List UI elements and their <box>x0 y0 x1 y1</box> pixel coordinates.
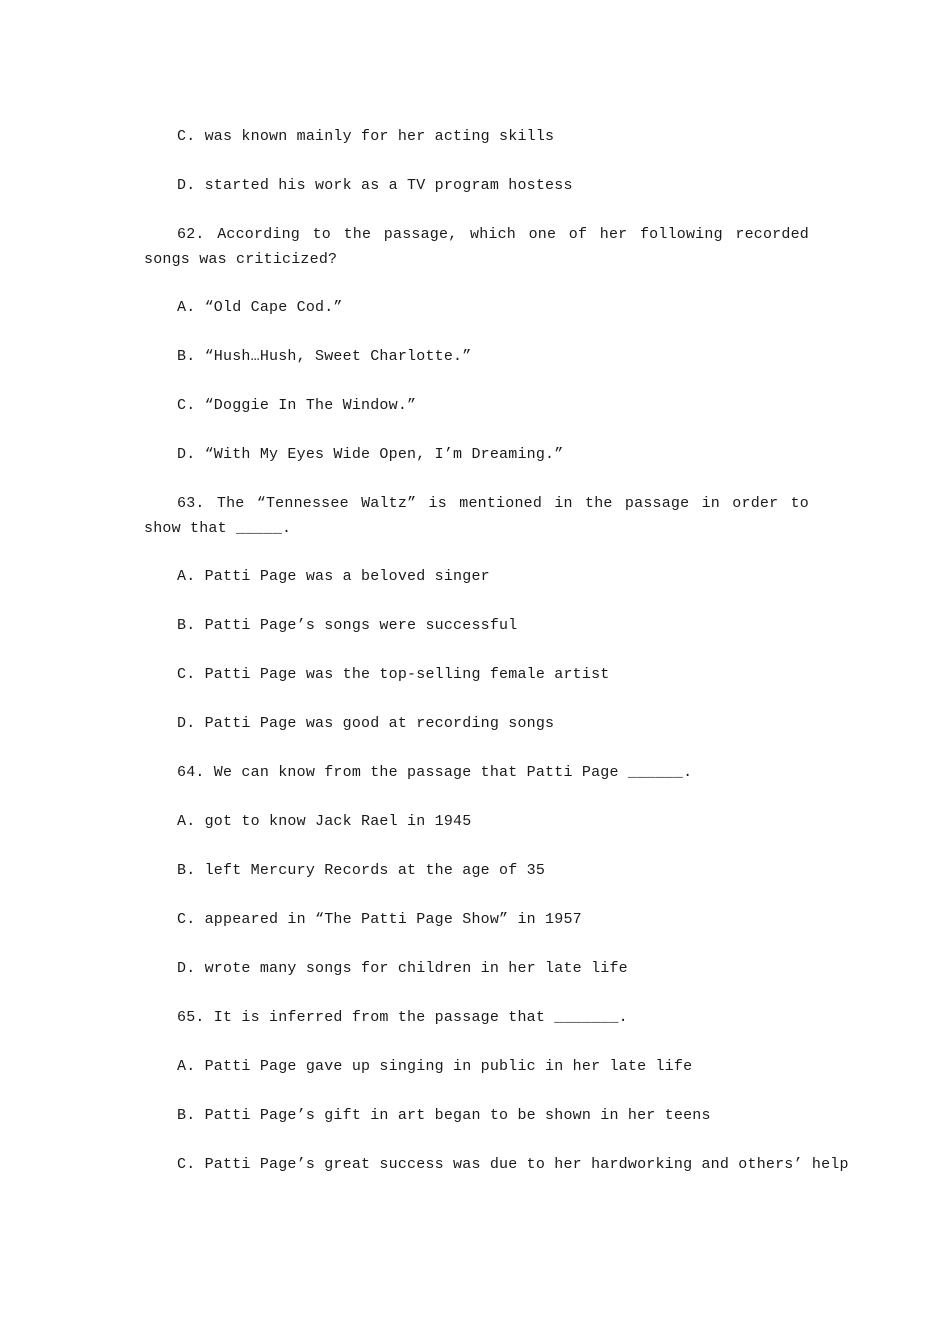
option-62-a: A. “Old Cape Cod.” <box>177 299 343 316</box>
option-62-b: B. “Hush…Hush, Sweet Charlotte.” <box>177 348 472 365</box>
question-62: 62. According to the passage, which one of her following recorded songs was criticized? <box>144 226 809 268</box>
option-65-a: A. Patti Page gave up singing in public in her late life <box>177 1058 693 1075</box>
option-64-b: B. left Mercury Records at the age of 35 <box>177 862 546 879</box>
option-64-d: D. wrote many songs for children in her late life <box>177 960 628 977</box>
question-63: 63. The “Tennessee Waltz” is mentioned in the passage in order to show that _____. <box>144 495 809 537</box>
option-63-a: A. Patti Page was a beloved singer <box>177 568 490 585</box>
question-65: 65. It is inferred from the passage that _______. <box>177 1009 628 1026</box>
option-65-c: C. Patti Page’s great success was due to her hardworking and others’ help <box>177 1156 849 1173</box>
option-63-b: B. Patti Page’s songs were successful <box>177 617 518 634</box>
question-64: 64. We can know from the passage that Patti Page ______. <box>177 764 693 781</box>
option-61-c: C. was known mainly for her acting skills <box>177 128 555 145</box>
option-63-c: C. Patti Page was the top-selling female artist <box>177 666 610 683</box>
option-61-d: D. started his work as a TV program hostess <box>177 177 573 194</box>
option-65-b: B. Patti Page’s gift in art began to be shown in her teens <box>177 1107 711 1124</box>
option-63-d: D. Patti Page was good at recording songs <box>177 715 555 732</box>
option-64-c: C. appeared in “The Patti Page Show” in 1957 <box>177 911 582 928</box>
option-62-d: D. “With My Eyes Wide Open, I’m Dreaming.” <box>177 446 564 463</box>
option-62-c: C. “Doggie In The Window.” <box>177 397 417 414</box>
option-64-a: A. got to know Jack Rael in 1945 <box>177 813 472 830</box>
